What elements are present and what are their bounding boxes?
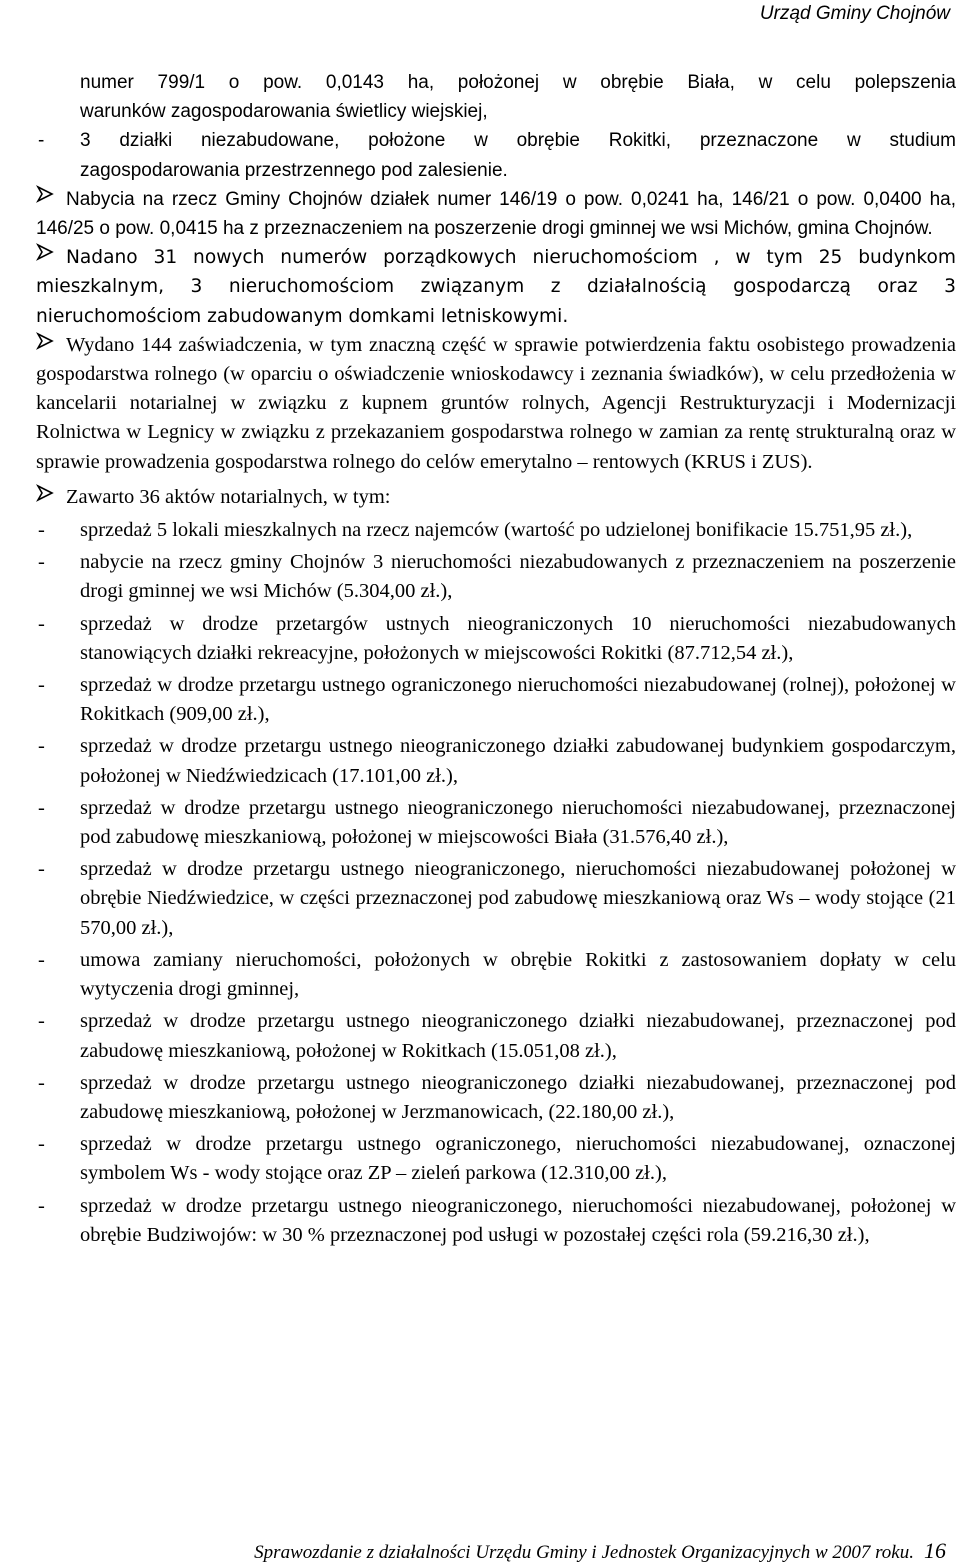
- intro-dash-item: [36, 126, 956, 184]
- bullet-text: Nadano 31 nowych numerów porządkowych nieruchomościom , w tym 25 budynkom mieszkalnym, 3 nieruchomościom związanym z działalnością gospodarczą oraz 3 nieruchomościom zabudowanym domkami letniskowymi.: [36, 247, 956, 327]
- dash-marker: -: [38, 612, 45, 635]
- list-item: [36, 855, 956, 943]
- list-item-text: sprzedaż w drodze przetargu ustnego nieograniczonego, nieruchomości niezabudowanej, położonej w obrębie Budziwojów: w 30 % przeznaczonej pod usługi w pozostałej części rola (59.216,30 zł.),: [80, 1194, 956, 1246]
- list-item: [36, 671, 956, 729]
- list-item-text: sprzedaż 5 lokali mieszkalnych na rzecz najemców (wartość po udzielonej bonifikacie 15.751,95 zł.),: [80, 519, 913, 542]
- dash-marker: -: [38, 1010, 45, 1033]
- bullet-item: [36, 483, 956, 512]
- page-footer: [254, 1538, 946, 1564]
- footer-text: Sprawozdanie z działalności Urzędu Gminy i Jednostek Organizacyjnych w 2007 roku.: [254, 1542, 914, 1563]
- list-item: [36, 946, 956, 1004]
- list-item-text: sprzedaż w drodze przetargu ustnego nieograniczonego działki zabudowanej budynkiem gospodarczym, położonej w Niedźwiedzicach (17.101,00 zł.),: [80, 735, 956, 787]
- dash-marker: -: [38, 1194, 45, 1217]
- list-item-text: sprzedaż w drodze przetargu ustnego nieograniczonego nieruchomości niezabudowanej, przeznaczonej pod zabudowę mieszkaniową, położonej w miejscowości Biała (31.576,40 zł.),: [80, 796, 956, 849]
- list-item-text: sprzedaż w drodze przetargów ustnych nieograniczonych 10 nieruchomości niezabudowanych stanowiących działki rekreacyjne, położonych w miejscowości Rokitki (87.712,54 zł.),: [80, 612, 956, 664]
- arrow-bullet-icon: [36, 330, 66, 359]
- intro-dash-line-1: 3 działki niezabudowane, położone w obrębie Rokitki, przeznaczone w studium: [80, 130, 956, 152]
- list-item: [36, 548, 956, 606]
- list-item: [36, 1007, 956, 1065]
- dash-marker: -: [38, 735, 45, 758]
- list-item-text: sprzedaż w drodze przetargu ustnego nieograniczonego działki niezabudowanej, przeznaczonej pod zabudowę mieszkaniową, położonej w Rokitkach (15.051,08 zł.),: [80, 1010, 956, 1062]
- intro-line-1: numer 799/1 o pow. 0,0143 ha, położonej w obrębie Biała, w celu polepszenia: [80, 72, 956, 93]
- dash-marker: -: [38, 796, 45, 819]
- list-item-text: sprzedaż w drodze przetargu ustnego ograniczonego nieruchomości niezabudowanej (rolnej), położonej w Rokitkach (909,00 zł.),: [80, 674, 956, 726]
- bullet-text: Wydano 144 zaświadczenia, w tym znaczną część w sprawie potwierdzenia faktu osobistego prowadzenia gospodarstwa rolnego (w oparciu o oświadczenie wnioskodawcy i zeznania świadków), w celu przedłożenia w kancelarii notarialnej w związku z kupnem gruntów rolnych, Agencji Restrukturyzacji i Modernizacji Rolnictwa w Legnicy w związku z przekazaniem gospodarstwa rolnego w zamian za rentę strukturalną oraz w sprawie prowadzenia gospodarstwa rolnego do celów emerytalno – rentowych (KRUS i ZUS).: [36, 333, 956, 473]
- dash-marker: -: [38, 1133, 45, 1156]
- dash-marker: -: [38, 674, 45, 697]
- list-item: [36, 1069, 956, 1127]
- list-item: [36, 794, 956, 852]
- bullet-text: Nabycia na rzecz Gminy Chojnów działek numer 146/19 o pow. 0,0241 ha, 146/21 o pow. 0,0400 ha, 146/25 o pow. 0,0415 ha z przeznaczeniem na poszerzenie drogi gminnej we wsi Michów, gmina Chojnów.: [36, 188, 956, 240]
- dash-marker: -: [38, 948, 45, 971]
- list-item: [36, 610, 956, 668]
- intro-dash-line-2: zagospodarowania przestrzennego pod zalesienie.: [80, 159, 508, 181]
- list-item: [36, 1130, 956, 1188]
- bullet-item: [36, 331, 956, 477]
- arrow-bullet-icon: [36, 482, 66, 511]
- dash-marker: -: [38, 519, 45, 542]
- list-item: [36, 732, 956, 790]
- list-item-text: sprzedaż w drodze przetargu ustnego nieograniczonego działki niezabudowanej, przeznaczonej pod zabudowę mieszkaniową, położonej w Jerzmanowicach, (22.180,00 zł.),: [80, 1071, 956, 1123]
- bullet-text: Zawarto 36 aktów notarialnych, w tym:: [66, 485, 391, 508]
- dash-marker: -: [38, 551, 45, 574]
- document-body: [36, 68, 956, 1250]
- dash-marker: -: [38, 1071, 45, 1094]
- bullet-item: [36, 243, 956, 331]
- dash-marker: -: [38, 130, 45, 152]
- list-item-text: umowa zamiany nieruchomości, położonych w obrębie Rokitki z zastosowaniem dopłaty w celu wytyczenia drogi gminnej,: [80, 948, 956, 1001]
- list-item: [36, 516, 956, 545]
- list-item-text: sprzedaż w drodze przetargu ustnego nieograniczonego, nieruchomości niezabudowanej położonej w obrębie Niedźwiedzice, w części przeznaczonej pod zabudowę mieszkaniową oraz Ws – wody stojące (21 570,00 zł.),: [80, 858, 956, 939]
- intro-line-2: warunków zagospodarowania świetlicy wiejskiej,: [80, 101, 488, 123]
- list-item-text: nabycie na rzecz gminy Chojnów 3 nieruchomości niezabudowanych z przeznaczeniem na poszerzenie drogi gminnej we wsi Michów (5.304,00 zł.),: [80, 551, 956, 603]
- arrow-bullet-icon: [36, 241, 66, 270]
- arrow-bullet-icon: [36, 183, 66, 212]
- dash-marker: -: [38, 858, 45, 881]
- page-number: 16: [924, 1538, 946, 1563]
- page-header: Urząd Gminy Chojnów: [759, 3, 950, 24]
- list-item: [36, 1192, 956, 1250]
- list-item-text: sprzedaż w drodze przetargu ustnego ograniczonego, nieruchomości niezabudowanej, oznaczonej symbolem Ws - wody stojące oraz ZP – zieleń parkowa (12.310,00 zł.),: [80, 1133, 956, 1185]
- bullet-item: [36, 185, 956, 243]
